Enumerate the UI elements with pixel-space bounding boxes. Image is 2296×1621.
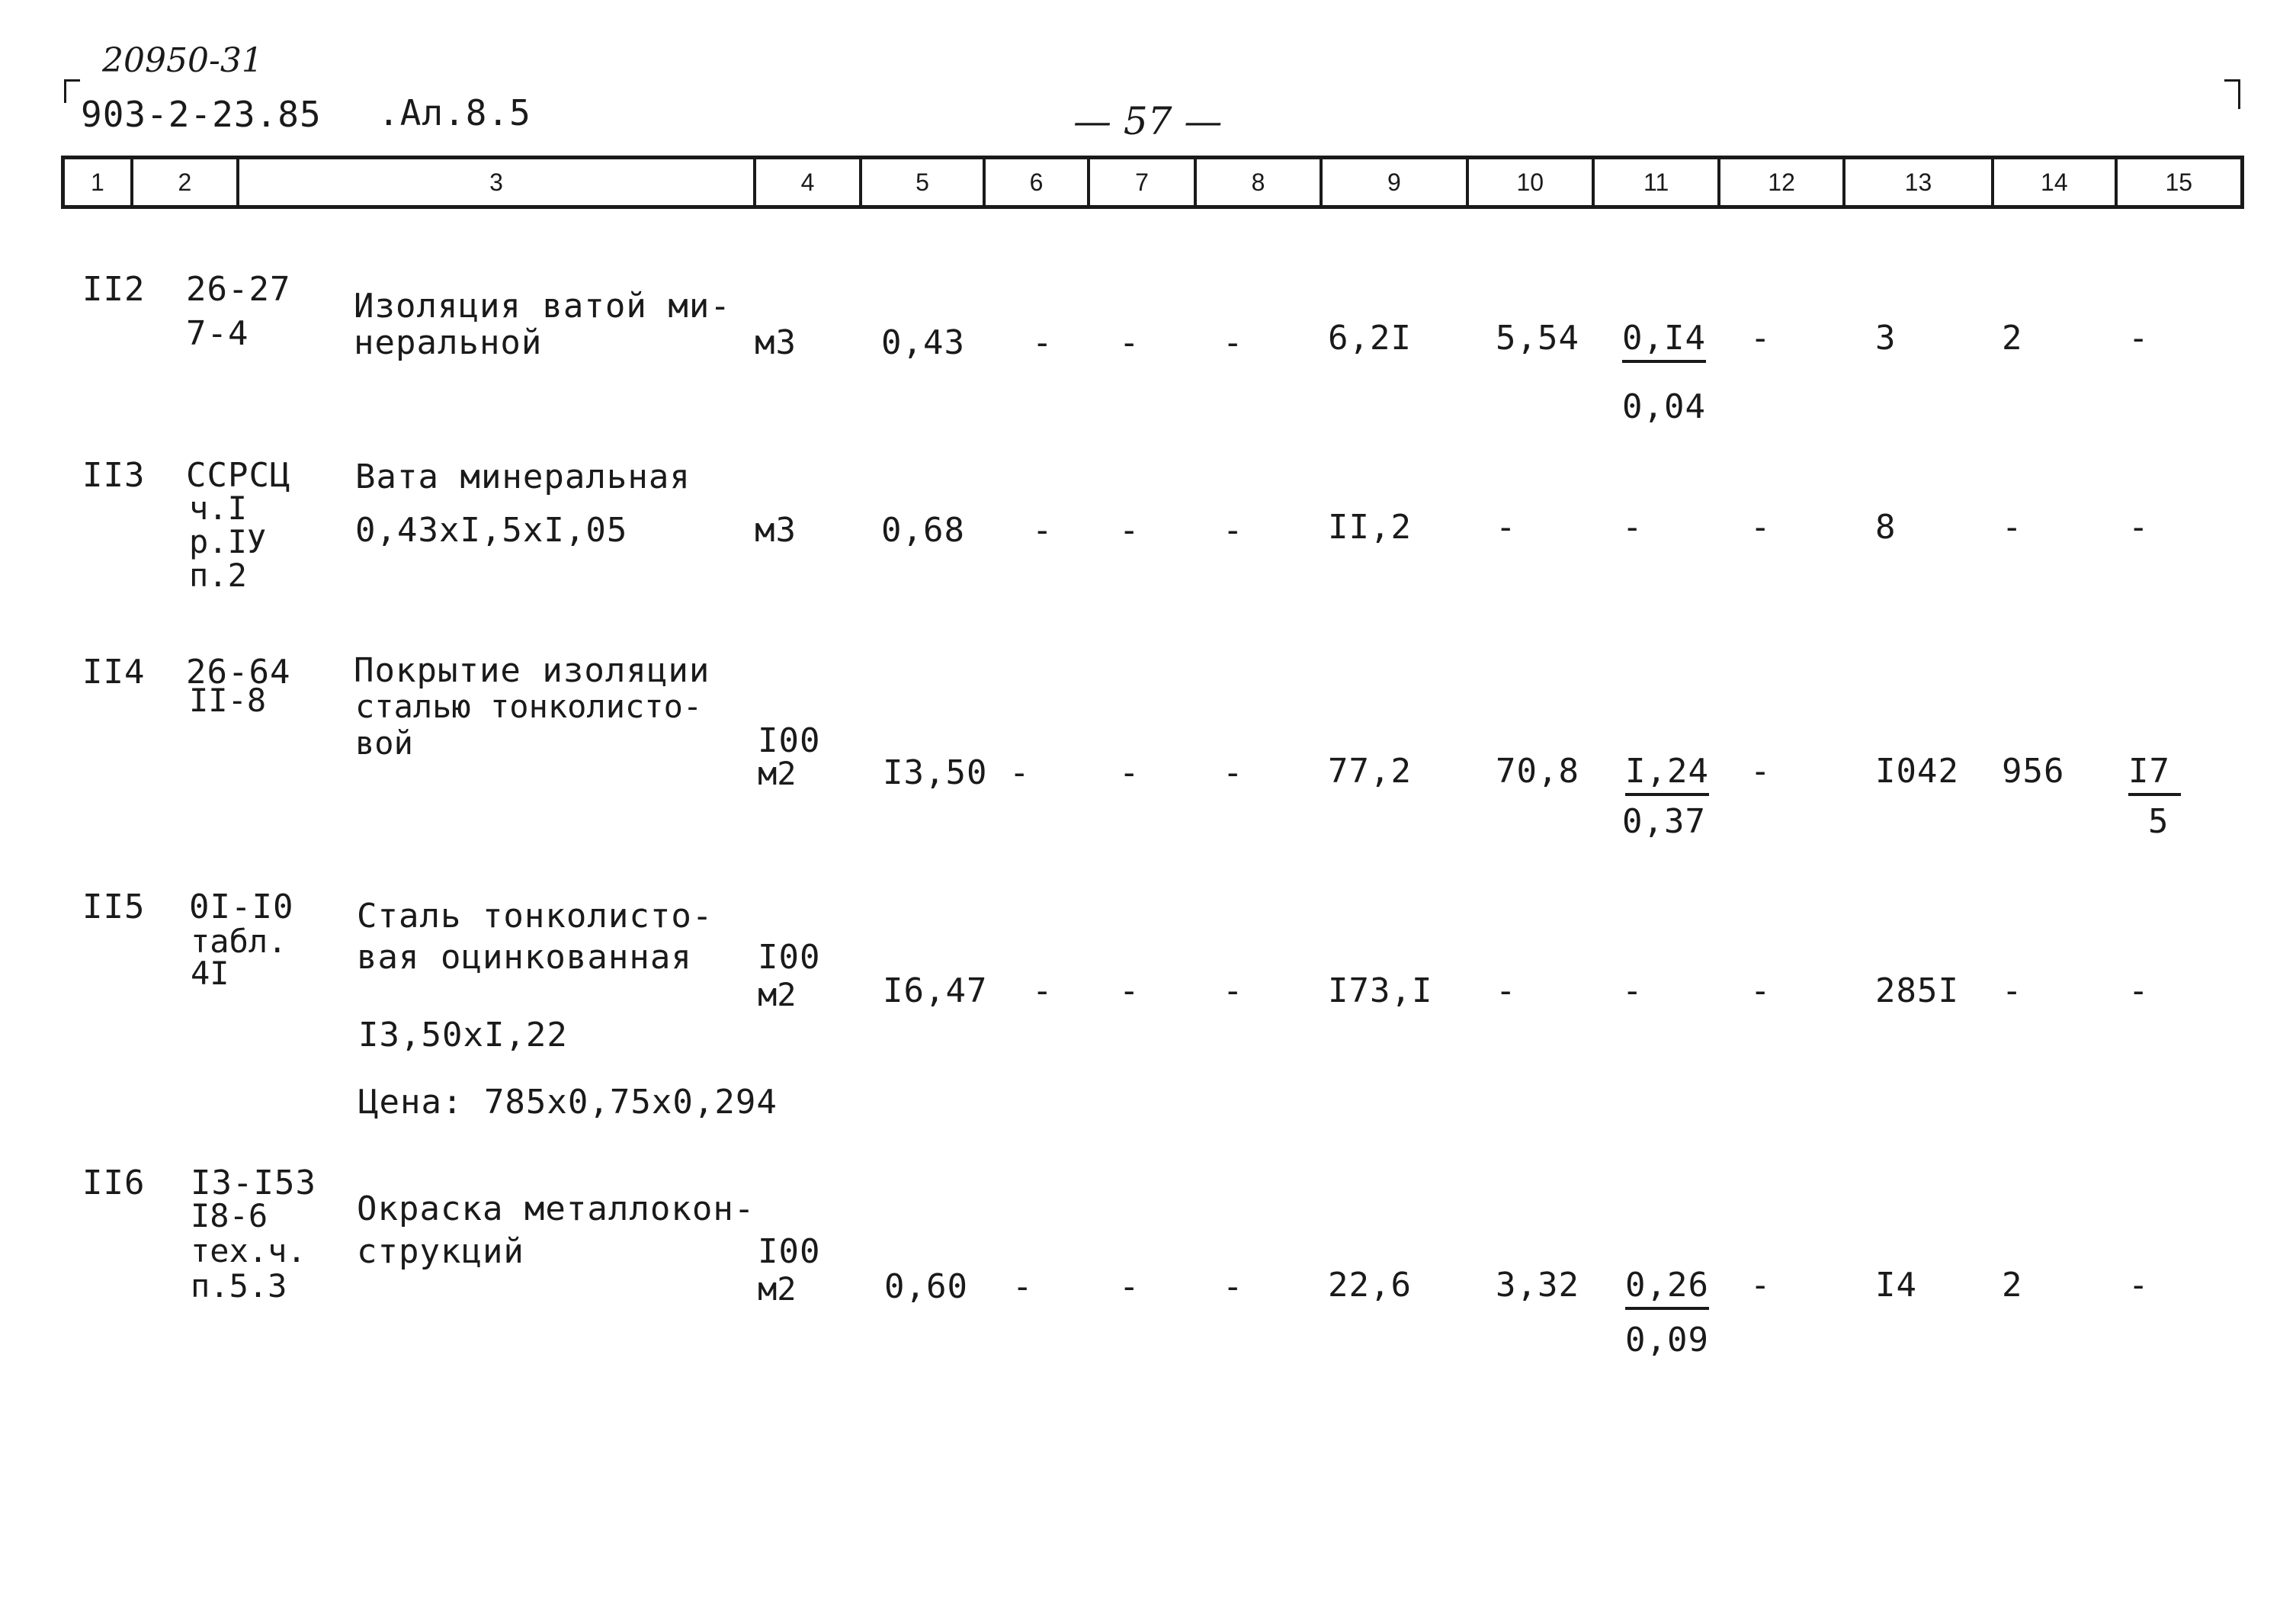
col15-value: - <box>2128 319 2150 358</box>
col-header-1: 1 <box>65 159 133 205</box>
unit: I00 <box>758 1232 821 1271</box>
col13-value: 3 <box>1875 319 1897 358</box>
norm-code: I8-6 <box>191 1197 268 1234</box>
page-number: — 57 — <box>1073 99 1223 143</box>
col9-value: 22,6 <box>1328 1266 1412 1305</box>
col-header-12: 12 <box>1720 159 1845 205</box>
col12-value: - <box>1750 508 1772 547</box>
col12-value: - <box>1750 319 1772 358</box>
unit: м3 <box>755 511 797 550</box>
col9-value: I73,I <box>1328 971 1433 1010</box>
work-name: I3,50xI,22 <box>358 1016 568 1054</box>
col11-fraction-bottom: 0,37 <box>1622 802 1706 841</box>
norm-code: р.IУ <box>189 523 267 560</box>
col7-value: - <box>1119 323 1140 362</box>
work-name: вой <box>355 724 413 762</box>
col14-value: 2 <box>2002 1266 2023 1305</box>
col15-value: - <box>2128 1266 2150 1305</box>
col-header-5: 5 <box>862 159 985 205</box>
norm-code: ч.I <box>189 490 247 527</box>
work-name: Изоляция ватой ми- <box>354 287 731 326</box>
work-name: Окраска металлокон- <box>357 1189 755 1228</box>
col13-value: 285I <box>1875 971 1959 1010</box>
work-name: Сталь тонколисто- <box>357 897 713 936</box>
work-name: Вата минеральная <box>355 457 691 496</box>
norm-code: II-8 <box>189 682 267 719</box>
col15-fraction-bottom: 5 <box>2148 802 2169 841</box>
col11-fraction-bottom: 0,04 <box>1622 387 1706 426</box>
quantity: 0,60 <box>884 1267 968 1306</box>
row-number: II6 <box>82 1164 146 1202</box>
row-number: II5 <box>82 888 146 926</box>
col14-value: 2 <box>2002 319 2023 358</box>
col9-value: 77,2 <box>1328 752 1412 791</box>
col8-value: - <box>1223 753 1244 792</box>
col7-value: - <box>1119 511 1140 550</box>
col-header-15: 15 <box>2165 168 2193 196</box>
col-header-11: 11 <box>1595 159 1720 205</box>
col10-value: - <box>1496 508 1517 547</box>
norm-code: п.2 <box>189 557 247 594</box>
norm-code: 26-27 <box>186 270 291 309</box>
doc-code: 903-2-23.85 <box>81 94 322 135</box>
col9-value: 6,2I <box>1328 319 1412 358</box>
col13-value: I4 <box>1875 1266 1917 1305</box>
row-number: II3 <box>82 456 146 495</box>
corner-mark-right <box>2224 79 2240 109</box>
col15-value: - <box>2128 971 2150 1010</box>
col11-fraction-top: 0,I4 <box>1622 320 1706 363</box>
col12-value: - <box>1750 971 1772 1010</box>
unit: м2 <box>758 755 797 792</box>
col-header-8: 8 <box>1197 159 1323 205</box>
col13-value: I042 <box>1875 752 1959 791</box>
unit: I00 <box>758 938 821 977</box>
unit: м2 <box>758 1270 797 1308</box>
col8-value: - <box>1223 1267 1244 1306</box>
col15-value: - <box>2128 508 2150 547</box>
col14-value: - <box>2002 971 2023 1010</box>
col-header-10: 10 <box>1469 159 1595 205</box>
unit: I00 <box>758 721 821 760</box>
norm-code: I3-I53 <box>191 1164 316 1202</box>
col10-value: - <box>1496 971 1517 1010</box>
work-name: сталью тонколисто- <box>355 688 703 725</box>
work-name: вая оцинкованная <box>357 938 692 977</box>
col13-value: 8 <box>1875 508 1897 547</box>
col10-value: 3,32 <box>1496 1266 1579 1305</box>
row-number: II4 <box>82 653 146 692</box>
norm-code: ССРСЦ <box>186 456 291 495</box>
col10-value: 70,8 <box>1496 752 1579 791</box>
work-name: 0,43xI,5xI,05 <box>355 511 628 550</box>
norm-code: тех.ч. <box>191 1232 306 1270</box>
norm-code: 0I-I0 <box>189 888 294 926</box>
quantity: 0,43 <box>881 323 965 362</box>
col8-value: - <box>1223 511 1244 550</box>
col-header-3: 3 <box>239 159 756 205</box>
col14-value: 956 <box>2002 752 2065 791</box>
handwritten-number: 20950-31 <box>102 41 263 80</box>
col10-value: 5,54 <box>1496 319 1579 358</box>
column-header-row <box>61 156 2244 209</box>
col15-fraction-top: I7 <box>2128 753 2181 796</box>
col6-value: - <box>1009 753 1031 792</box>
quantity: 0,68 <box>881 511 965 550</box>
col6-value: - <box>1032 323 1053 362</box>
unit: м2 <box>758 976 797 1013</box>
price-note: Цена: 785x0,75x0,294 <box>358 1083 778 1122</box>
col-header-9: 9 <box>1323 159 1468 205</box>
norm-code: табл. <box>191 923 287 960</box>
col7-value: - <box>1119 971 1140 1010</box>
col12-value: - <box>1750 1266 1772 1305</box>
work-name: струкций <box>357 1232 524 1271</box>
quantity: I6,47 <box>883 971 988 1010</box>
col-header-14: 14 <box>1994 159 2117 205</box>
corner-mark-left <box>64 79 80 103</box>
col-header-2: 2 <box>133 159 240 205</box>
col11-value: - <box>1622 508 1643 547</box>
norm-code: 7-4 <box>186 314 249 353</box>
work-name: Покрытие изоляции <box>354 651 710 690</box>
col8-value: - <box>1223 971 1244 1010</box>
work-name: неральной <box>354 323 543 362</box>
col12-value: - <box>1750 752 1772 791</box>
quantity: I3,50 <box>883 753 988 792</box>
col11-value: - <box>1622 971 1643 1010</box>
album-label: .Ал.8.5 <box>378 92 531 133</box>
norm-code: 26-64 <box>186 653 291 692</box>
col-header-6: 6 <box>986 159 1091 205</box>
col11-fraction-top: I,24 <box>1625 753 1709 796</box>
col9-value: II,2 <box>1328 508 1412 547</box>
col6-value: - <box>1012 1267 1034 1306</box>
norm-code: 4I <box>191 955 229 992</box>
col6-value: - <box>1032 511 1053 550</box>
col6-value: - <box>1032 971 1053 1010</box>
col-header-4: 4 <box>756 159 863 205</box>
col-header-13: 13 <box>1845 159 1994 205</box>
unit: м3 <box>755 323 797 362</box>
row-number: II2 <box>82 270 146 309</box>
col11-fraction-top: 0,26 <box>1625 1267 1709 1310</box>
col-header-7: 7 <box>1090 159 1197 205</box>
col7-value: - <box>1119 1267 1140 1306</box>
col14-value: - <box>2002 508 2023 547</box>
col11-fraction-bottom: 0,09 <box>1625 1321 1709 1359</box>
col7-value: - <box>1119 753 1140 792</box>
norm-code: п.5.3 <box>191 1267 287 1305</box>
col8-value: - <box>1223 323 1244 362</box>
